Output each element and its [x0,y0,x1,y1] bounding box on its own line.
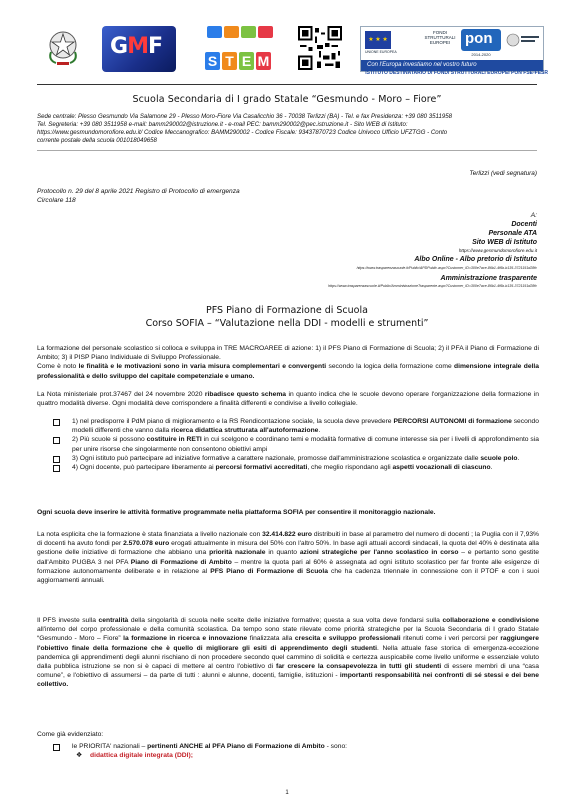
p5-emph-f: la formazione in ricerca e innovazione [123,635,248,643]
p5-emph-d: collaborazione e condivisione [442,617,539,624]
paragraph-finanziamento [37,530,539,585]
ministry-emblem-icon [505,30,541,50]
list-item [50,751,539,760]
header-line-1: Sede centrale: Plesso Gesmundo Via Salamone 29 - Plesso Moro-Fiore Via Casalicchio 36 - 70038 Terlizzi (BA) - Tel. e fax Presidenza: +39 080 3511958 [37,113,452,120]
pon-tagline: Con l'Europa investiamo nel vostro futuro [361,60,543,71]
modalita-list [50,417,539,472]
bullet-3-emph: scuole polo [480,454,518,462]
p5-emph-n: importanti responsabilità nei confronti di sé stessi e dei bene collettivo. [37,672,539,689]
pon-banner [360,26,544,72]
paragraph-centralita [37,616,539,690]
p4-text-m: che ha cadenza triennale in connessione con il PTOF e con i suoi aggiornamenti annuali. [37,567,539,585]
albo-url-link[interactable]: https://www.trasparenzascuole.it/Public/APDPublic.aspx?Customer_ID=300e7ace-86b1-4f6b-b135-3721151d28fc [356,266,537,270]
list-item [50,454,539,463]
pon-eu-label: UNIONE EUROPEA [365,50,397,54]
p7-text-c: - sono: [324,743,348,750]
p5-text-k: . Nella attuale fase storica di emergenza-eccezione pandemica gli apprendimenti degli alunni rischiano di non procedere secondo quel cammino di solidità e certezza auspicabile come livello uniforme e essenziale voluto dalla pubblica istruzione se non si è capaci di mettere al centro l'obiettivo di [37,644,539,671]
addressees-a: A: [530,212,537,219]
p5-text-i: ritenuti come i veri percorsi per [400,635,501,643]
stem-logo [204,24,272,72]
bullet-2-text-c: in cui scelgono e coordinano temi e modalità formative di comune interesse sia per i livelli di approfondimento sia per unire risorse che singolarmente non consentono obiettivi ampi [72,436,539,453]
p5-text-e: all'interno del corpo professionale e della comunità scolastica. Da tempo sono state rilevate come priorità strategiche per la Scuola Secondaria di I grado Statale “Gesmundo - Moro – Fiore” [37,626,539,643]
p4-text-a: La nota esplicita che la formazione è stata finanziata a livello nazionale con [37,531,263,538]
priorita-list [50,742,539,760]
p4-emph-j: Piano di Formazione di Ambito [130,558,232,566]
place-date: Terlizzi (vedi segnatura) [469,170,537,177]
p4-text-i: – e pertanto sono gestite dall'Ambito PUGBA 3 nel PFA [37,549,539,566]
bullet-2-text: 2) Più scuole si possono [72,436,147,444]
school-gmf-logo [102,26,176,72]
p5-text-a: Il PFS investe sulla [37,617,99,624]
paragraph-evidenziato: Come già evidenziato: [37,731,104,738]
gmf-letter-m: M [127,34,148,59]
p1-emph-c: le finalità e le motivazioni sono in varia misura complementari e convergenti [78,363,327,371]
bullet-4-text-e: . [490,464,493,472]
bullet-3-text: 3) Ogni istituto può partecipare ad iniziative formative a carattere nazionale, promosse dall'amministrazione scolastica e organizzate dalle [72,454,481,462]
school-name: Scuola Secondaria di I grado Statale “Gesmundo - Moro – Fiore” [132,94,442,105]
gmf-letter-g: G [110,34,128,59]
italian-republic-emblem-icon [46,28,80,66]
p4-emph-l: PFS Piano di Formazione di Scuola [210,567,328,575]
p4-emph-h: azioni strategiche per l'anno scolastico in corso [299,549,459,557]
p4-text-e: erogati attualmente in misura del 50% con l'altro 50%. In base agli attuali accordi sindacali, la quota del 40% è destinata alla gestione delle iniziative di formazione che abbiano una [37,540,539,557]
p5-text-m: di essere membri di una “casa comune”, e l'obiettivo di assumersi – da parte di tutti : alunni e alunne, docenti, famiglie, istituzioni - [37,663,539,680]
bullet-1-emph: PERCORSI AUTONOMI di formazione [393,418,512,425]
p7-text-a: le PRIORITA' nazionali – [72,743,148,750]
stem-letter-s: S [205,52,220,70]
amministrazione-url-link[interactable]: https://www.trasparenzascuole.it/Public/AmministrazioneTrasparente.aspx?Customer_ID=300e7ace-86b1-4f6b-b135-3721151d28fc [328,284,537,288]
bullet-4-emph-d: aspetti vocazionali di ciascuno [392,464,491,472]
stem-letter-e: E [239,52,254,70]
document-title: PFS Piano di Formazione di Scuola [206,305,368,316]
header-line-4: corrente postale della scuola 001018049658 [37,137,157,144]
circolare-number: Circolare 118 [37,197,76,204]
p4-emph-d: 2.570.078 euro [123,540,170,548]
sito-url-link[interactable]: https://www.gesmundomorofiore.edu.it [458,248,537,253]
gmf-letter-f: F [147,34,162,59]
pon-subtitle: ISTITUTO DESTINATARIO DI FONDI STRUTTURALI EUROPEI PON FSE-FESR [365,70,548,76]
paragraph-nota-ministeriale [37,390,539,408]
p4-emph-b: 32.414.822 euro [262,531,312,538]
addressee-sito-web: Sito WEB di Istituto [472,239,537,246]
page-number: 1 [285,790,289,796]
list-item [50,742,539,751]
pon-logo [461,29,501,51]
list-item [50,417,539,435]
addressee-personale-ata: Personale ATA [488,230,537,237]
p4-text-c: distribuiti in base al parametro del numero di docenti ; la Puglia con il 7,93% di docenti ha avuto fondi per [37,531,540,548]
p1-text-a: La formazione del personale scolastico si colloca e sviluppa in TRE MACROAREE di azione: 1) il PFS Piano di Formazione di Scuola; 2) il PFA il Piano di Formazione di Ambito; 3) il PISP Piano Individuale di Sviluppo Professionale. [37,345,539,362]
bullet-1-text: 1) nel predisporre il PdM piano di miglioramento e la RS Rendicontazione sociale, la scuola deve prevedere [72,418,394,425]
p5-text-c: della singolarità di scuola nelle scelte delle iniziative formative; questa a sua volta deve fondarsi sulla [128,617,443,624]
bullet-4-text-c: , che meglio rispondano agli [307,464,393,472]
bullet-1-text-e: . [318,427,321,435]
header-line-3: https://www.gesmundomorofiore.edu.it/ Codice Meccanografico: BAMM290002 - Codice Fiscale: 93437870723 Codice Univoco Ufficio UFZTGG - Conto [37,129,448,136]
bullet-1-text-c: secondo modelli differenti che vanno dalla [72,418,539,435]
paragraph-macroaree [37,344,539,381]
p5-text-g: finalizzata alla [247,635,295,643]
bullet-2-emph: costituire in RETI [146,436,202,444]
list-item [50,463,539,472]
p5-emph-j: raggiungere l'obiettivo finale della formazione che è quello di migliorare gli esiti di apprendimento degli studenti [37,635,539,652]
addressee-docenti: Docenti [511,221,537,228]
p5-emph-b: centralità [98,617,129,624]
p1-emph-e: dimensione integrale della professionalità e dello sviluppo del capitale competenziale e umano. [37,363,539,380]
diamond-bullet-icon: ❖ [76,752,83,760]
p5-emph-h: crescita e sviluppo professionali [294,635,401,643]
p2-text-a: La Nota ministeriale prot.37467 del 24 novembre 2020 [37,391,205,398]
list-item [50,435,539,453]
p5-emph-l: far crescere la consapevolezza in tutti gli studenti [275,663,442,671]
stem-letter-t: T [222,52,237,70]
p7-emph-b: pertinenti ANCHE al PFA Piano di Formazione di Ambito [147,743,325,750]
qr-code-icon [298,26,342,70]
addressee-amministrazione-trasparente: Amministrazione trasparente [440,275,537,282]
eu-flag-icon: ★ ★ ★ [365,31,391,49]
pon-years: 2014-2020 [471,52,491,57]
header-divider [37,84,537,85]
bullet-1-emph-d: ricerca didattica strutturata all'autoformazione [171,427,319,435]
p1-text-d: secondo la logica della formazione come [326,363,455,371]
bullet-3-text-c: . [517,454,520,462]
bullet-4-text: 4) Ogni docente, può partecipare liberamente ai [72,464,216,472]
p4-emph-f: priorità nazionale [209,549,266,557]
p1-text-b: Come è noto [37,363,79,371]
pon-logo-text: pon [465,30,493,47]
p4-text-g: in quanto [265,549,300,557]
p4-text-k: – mentre la quota pari al 60% è assegnata ad ogni istituto scolastico per far fronte alle esigenze di formazione autonomamente deliberate e in relazione al [37,558,539,575]
p2-emph-b: ribadisce questo schema [204,391,287,398]
p7-emph-d: didattica digitale integrata (DDI); [90,752,193,760]
addressee-albo-online: Albo Online - Albo pretorio di Istituto [414,256,537,263]
document-subtitle: Corso SOFIA – “Valutazione nella DDI - modelli e strumenti” [145,318,429,329]
pon-fondi-label: FONDI STRUTTURALI EUROPEI [424,30,456,45]
contact-divider [37,150,537,151]
bullet-4-emph: percorsi formativi accreditati [215,464,308,472]
stem-letter-m: M [257,53,270,69]
header-line-2: Tel. Segreteria: +39 080 3511958 e-mail: bamm290002@istruzione.it - e-mail PEC: bamm290002@pec.istruzione.it - Sito WEB di Istituto: [37,121,408,128]
p2-text-c: in quanto indica che le scuole devono operare l'organizzazione della formazione in quattro modalità diverse. Ogni modalità deve corrispondere a finalità differenti e condivise a livello collegiale. [37,391,539,408]
paragraph-sofia: Ogni scuola deve inserire le attività formative programmate nella piattaforma SOFIA per consentire il monitoraggio nazionale. [37,509,436,516]
protocol-number: Protocollo n. 29 del 8 aprile 2021 Registro di Protocollo di emergenza [37,188,240,195]
